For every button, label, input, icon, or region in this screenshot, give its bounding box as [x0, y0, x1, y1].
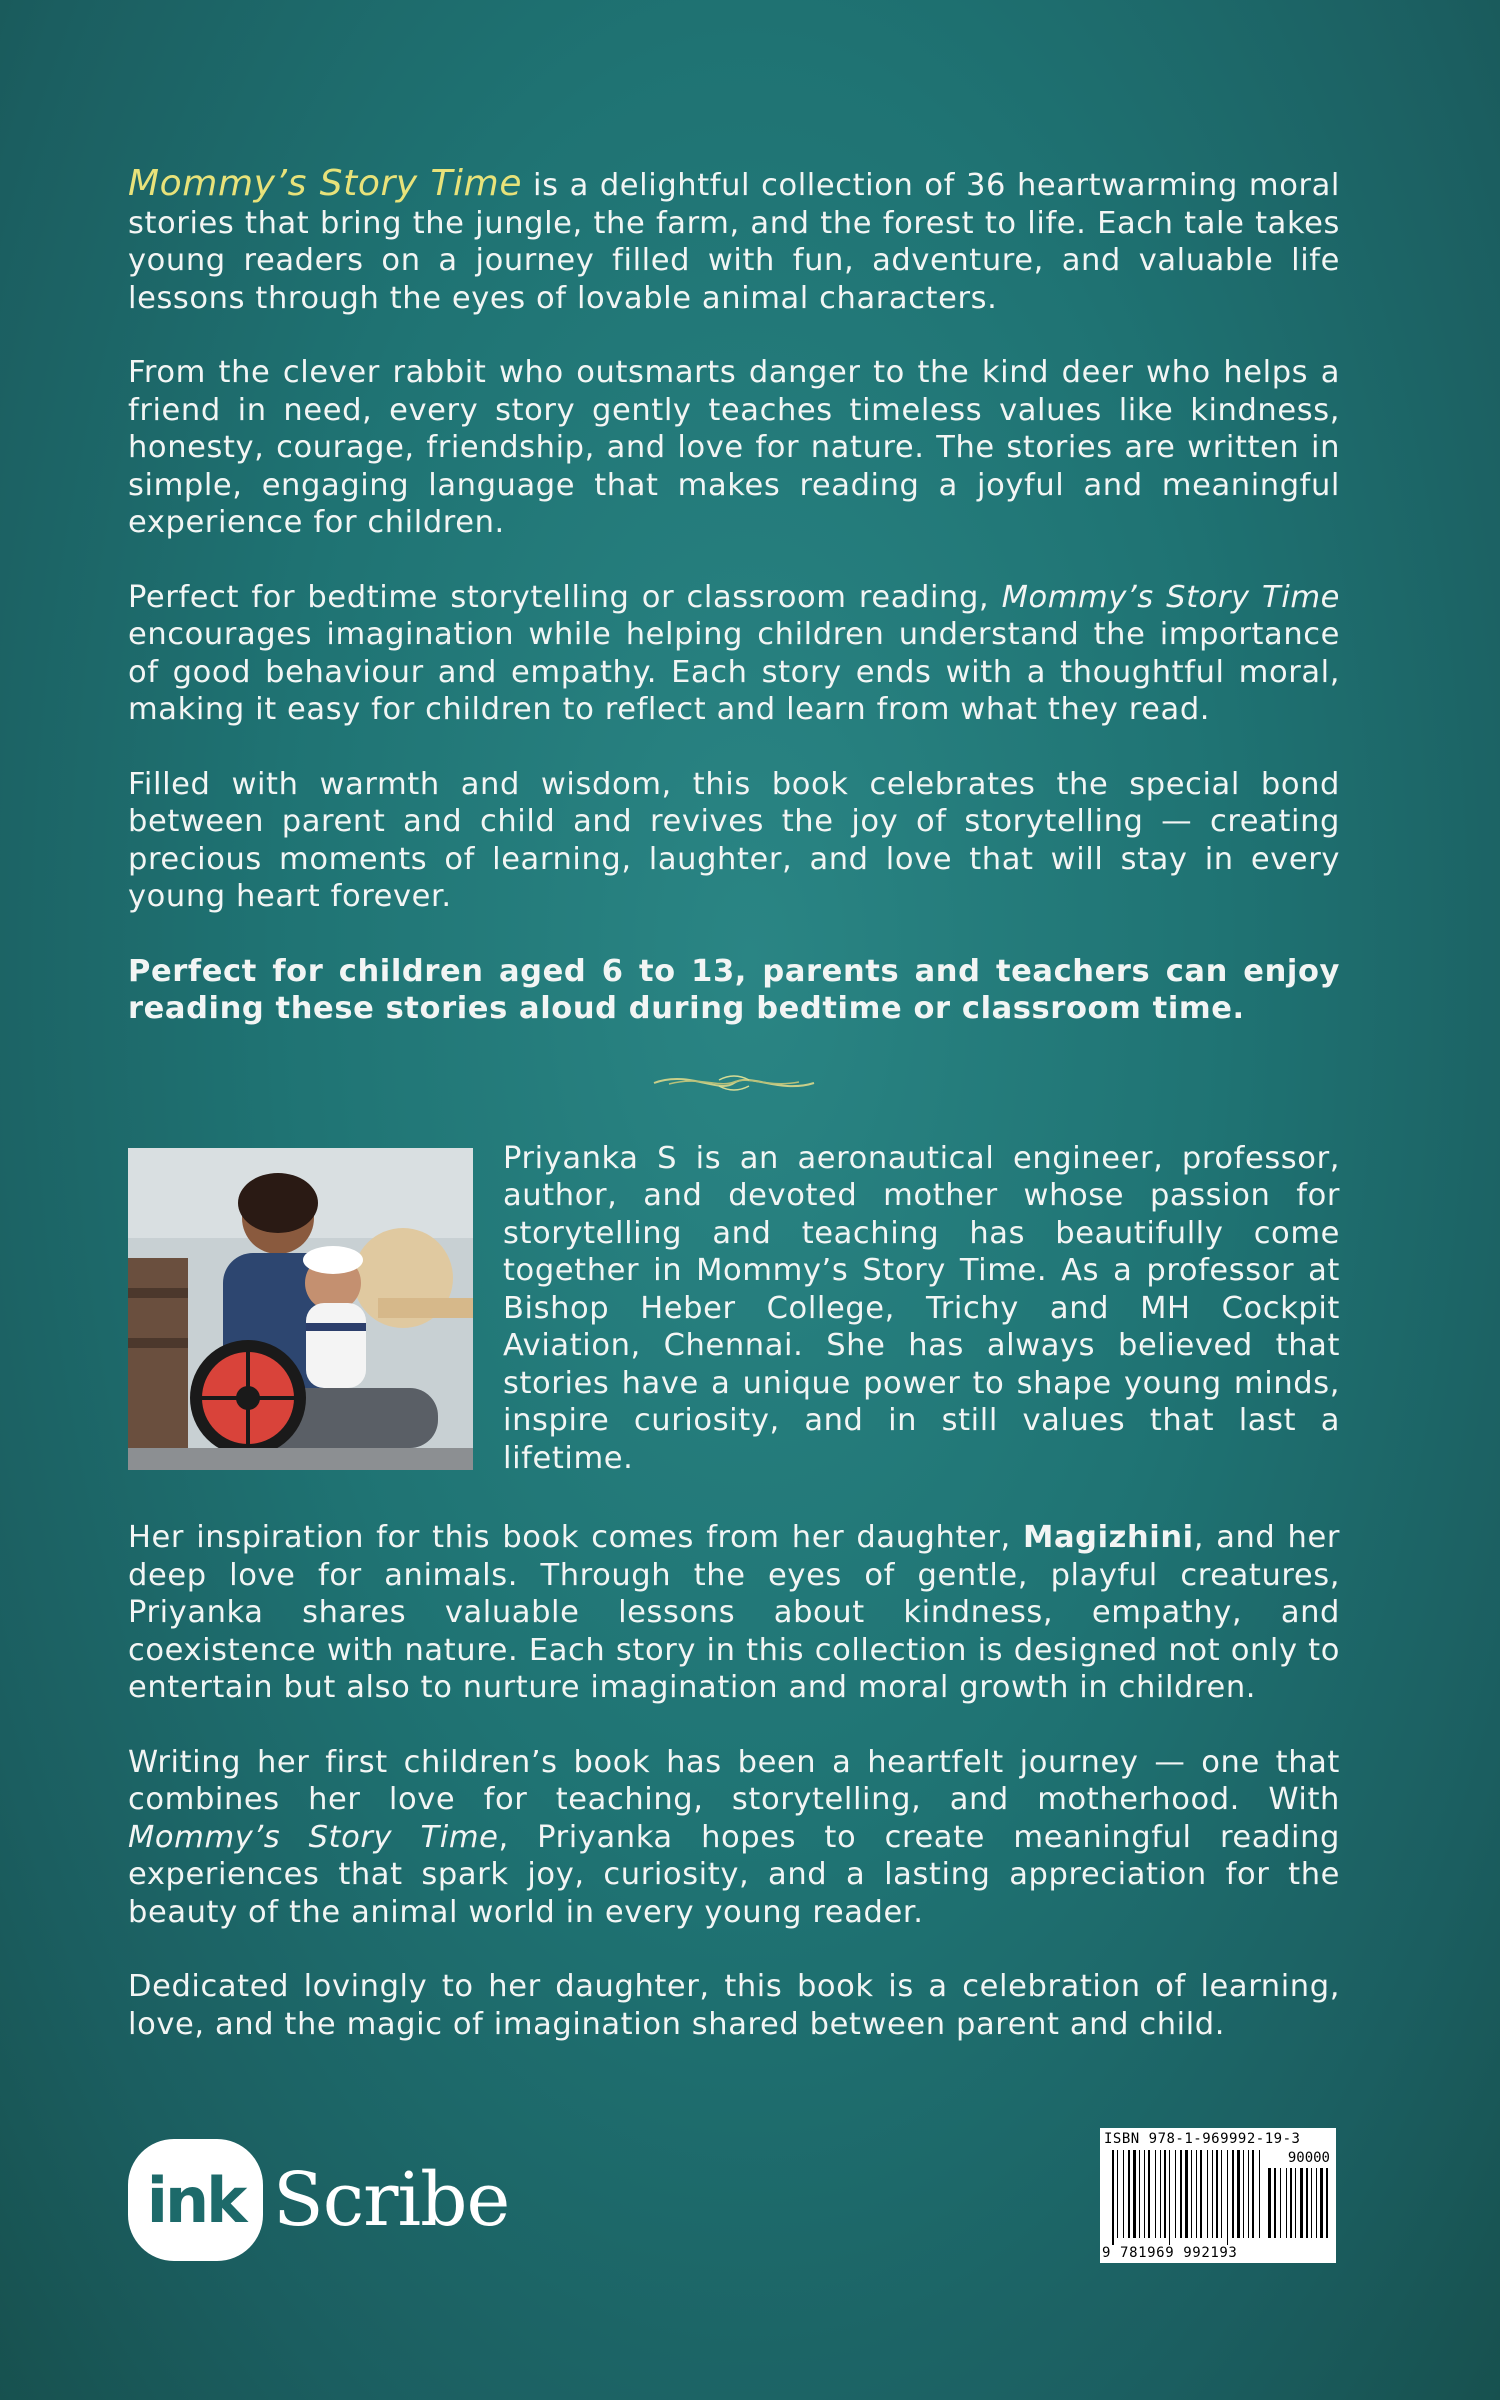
blurb-paragraph-3-a: Perfect for bedtime storytelling or classroom reading, — [128, 579, 1002, 615]
book-title-italic-2: Mommy’s Story Time — [128, 1819, 499, 1855]
audience-statement: Perfect for children aged 6 to 13, parents and teachers can enjoy reading these stories aloud during bedtime or classroom time. — [128, 953, 1340, 1026]
isbn-label: ISBN 978-1-969992-19-3 — [1104, 2131, 1301, 2147]
cover-footer — [128, 2128, 1340, 2268]
author-photo — [128, 1148, 473, 1470]
price-addon: 90000 — [1287, 2150, 1330, 2166]
blurb-paragraph-2: From the clever rabbit who outsmarts danger to the kind deer who helps a friend in need, every story gently teaches timeless values like kindness, honesty, courage, friendship, and love for nature. The stories are written in simple, engaging language that makes reading a joyful and meaningful experience for children. — [128, 355, 1340, 540]
flourish-icon — [649, 1068, 819, 1098]
author-bio: Priyanka S is an aeronautical engineer, professor, author, and devoted mother whose passion for storytelling and teaching has beautifully come together in Mommy’s Story Time. As a professor at Bishop Heber College, Trichy and MH Cockpit Aviation, Chennai. She has always believed that stories have a unique power to shape young minds, inspire curiosity, and in still values that last a lifetime. — [503, 1140, 1340, 1476]
author-paragraph-journey — [128, 1744, 1340, 1932]
author-photo-illustration — [128, 1148, 473, 1470]
blurb-paragraph-3-b: encourages imagination while helping children understand the importance of good behaviour and empathy. Each story ends with a thoughtful moral, making it easy for children to reflect and learn from what they read. — [128, 617, 1340, 727]
ean-digits: 9 781969 992193 — [1102, 2245, 1238, 2261]
publisher-logo — [128, 2136, 509, 2264]
author-paragraph-inspiration — [128, 1519, 1340, 1707]
isbn-barcode — [1100, 2128, 1336, 2263]
daughter-name: Magizhini — [1023, 1520, 1194, 1555]
publisher-logo-word: Scribe — [273, 2157, 510, 2243]
barcode-bars — [1100, 2128, 1336, 2263]
ornament-divider — [128, 1068, 1340, 1098]
book-title-italic: Mommy’s Story Time — [1001, 579, 1340, 615]
blurb-content — [128, 165, 1340, 2080]
dedication-paragraph: Dedicated lovingly to her daughter, this book is a celebration of learning, love, and the magic of imagination shared between parent and child. — [128, 1969, 1340, 2042]
book-title-highlight: Mommy’s Story Time — [128, 163, 523, 204]
journey-a: Writing her first children’s book has been a heartfelt journey — one that combines her love for teaching, storytelling, and motherhood. With — [128, 1744, 1340, 1817]
blurb-paragraph-1-text: is a delightful collection of 36 heartwarming moral stories that bring the jungle, the farm, and the forest to life. Each tale takes young readers on a journey filled with fun, adventure, and valuable life lessons through the eyes of lovable animal characters. — [128, 168, 1340, 316]
author-section — [128, 1140, 1340, 1478]
inspiration-b: , and her deep love for animals. Through the eyes of gentle, playful creatures, Priyanka shares valuable lessons about kindness, empathy, and coexistence with nature. Each story in this collection is designed not only to entertain but also to nurture imagination and moral growth in children. — [128, 1520, 1340, 1705]
inspiration-a: Her inspiration for this book comes from her daughter, — [128, 1520, 1023, 1555]
blurb-paragraph-3 — [128, 579, 1340, 729]
blurb-paragraph-1 — [128, 165, 1340, 317]
blurb-paragraph-4: Filled with warmth and wisdom, this book celebrates the special bond between parent and child and revives the joy of storytelling — creating precious moments of learning, laughter, and love that will stay in every young heart forever. — [128, 766, 1340, 914]
journey-b: , Priyanka hopes to create meaningful reading experiences that spark joy, curiosity, and a lasting appreciation for the beauty of the animal world in every young reader. — [128, 1819, 1340, 1930]
publisher-logo-badge: ink — [128, 2139, 263, 2261]
